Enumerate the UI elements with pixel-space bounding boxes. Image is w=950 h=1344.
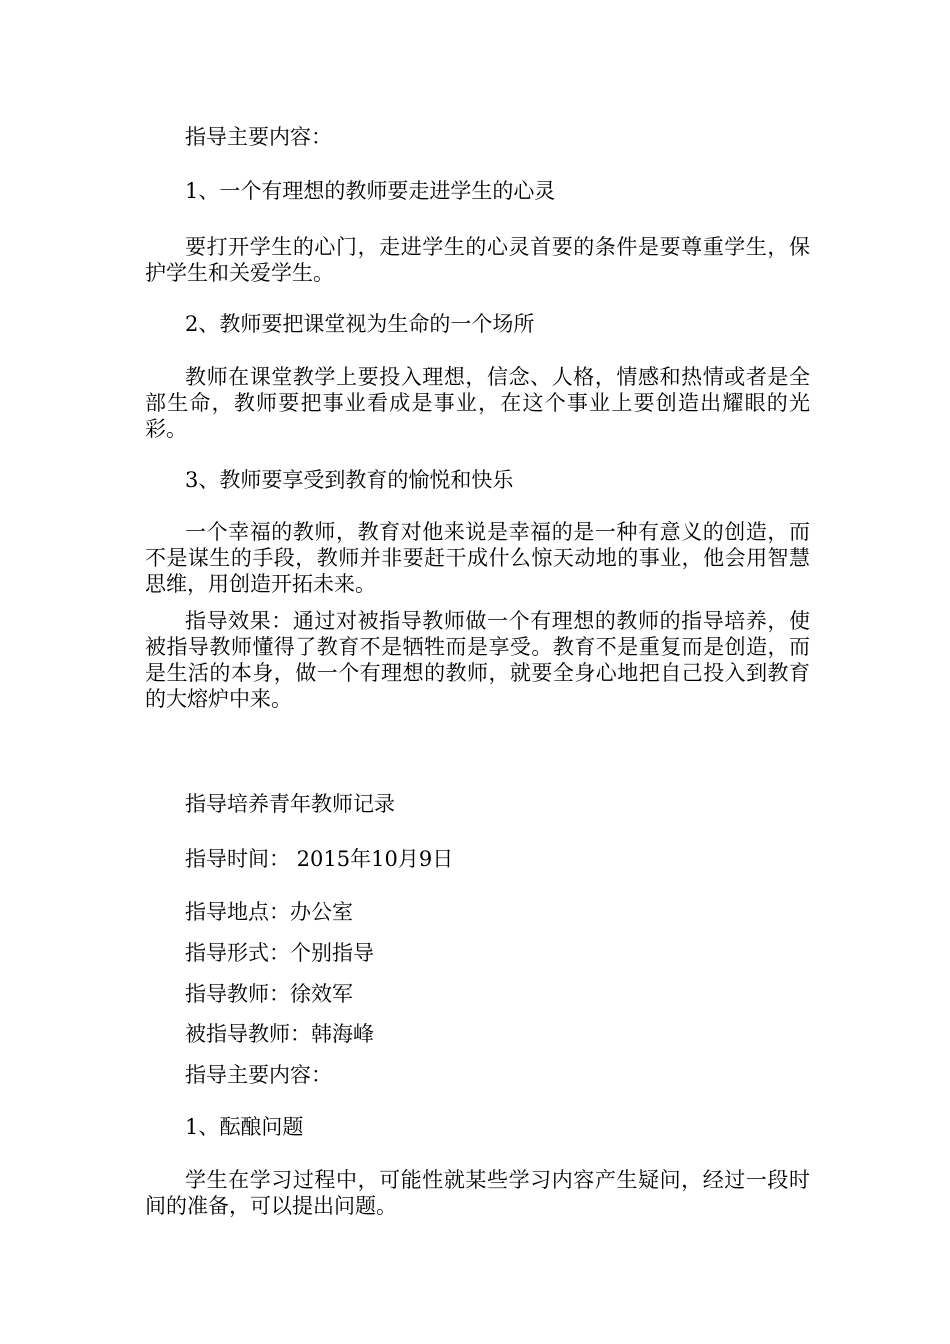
item-title-3: 3、教师要享受到教育的愉悦和快乐 [185,468,514,492]
section-heading: 指导主要内容： [185,125,332,149]
record-place: 指导地点：办公室 [185,900,353,924]
item-body-2: 教师在课堂教学上要投入理想，信念、人格，情感和热情或者是全部生命，教师要把事业看成是事业，在这个事业上要创造出耀眼的光彩。 [145,365,810,441]
record-title: 指导培养青年教师记录 [185,792,395,816]
record-item-body-1: 学生在学习过程中，可能性就某些学习内容产生疑问，经过一段时间的准备，可以提出问题。 [145,1168,810,1218]
item-body-1: 要打开学生的心门，走进学生的心灵首要的条件是要尊重学生，保护学生和关爱学生。 [145,235,810,285]
record-form: 指导形式：个别指导 [185,941,374,965]
record-mentee: 被指导教师：韩海峰 [185,1022,374,1046]
record-item-title-1: 1、酝酿问题 [185,1115,304,1139]
item-title-2: 2、教师要把课堂视为生命的一个场所 [185,312,535,336]
effect-paragraph: 指导效果：通过对被指导教师做一个有理想的教师的指导培养，使被指导教师懂得了教育不是牺牲而是享受。教育不是重复而是创造，而是生活的本身，做一个有理想的教师，就要全身心地把自己投入到教育的大熔炉中来。 [145,609,810,711]
record-content-heading: 指导主要内容： [185,1063,332,1087]
record-teacher: 指导教师：徐效军 [185,982,353,1006]
item-body-3: 一个幸福的教师，教育对他来说是幸福的是一种有意义的创造，而不是谋生的手段，教师并非要赶干成什么惊天动地的事业，他会用智慧思维，用创造开拓未来。 [145,520,810,596]
item-title-1: 1、一个有理想的教师要走进学生的心灵 [185,179,556,203]
record-time: 指导时间： 2015年10月9日 [185,847,454,871]
